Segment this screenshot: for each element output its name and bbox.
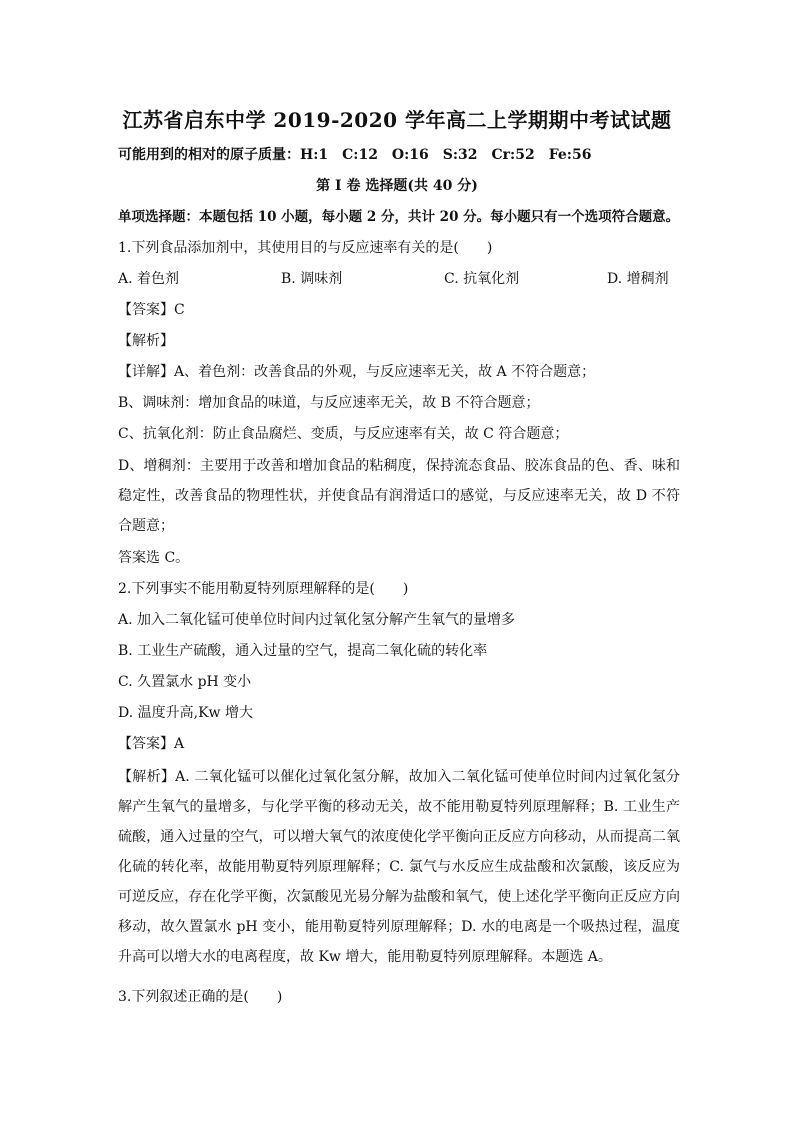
q1-detail-d: D、增稠剂：主要用于改善和增加食品的粘稠度，保持流态食品、胶冻食品的色、香、味和稳定性，改善食品的物理性状，并使食品有润滑适口的感觉，与反应速率无关，故 D 不符合题意； (118, 458, 680, 534)
q1-option-c: C. 抗氧化剂 (444, 271, 520, 287)
q2-stem: 2.下列事实不能用勒夏特列原理解释的是( ) (118, 581, 409, 597)
q1-option-a: A. 着色剂 (118, 271, 180, 287)
q1-detail-b: B、调味剂：增加食品的味道，与反应速率无关，故 B 不符合题意； (118, 395, 540, 411)
q1-conclusion: 答案选 C。 (118, 550, 190, 566)
q1-option-d: D. 增稠剂 (607, 271, 669, 287)
q2-analysis: 【解析】A. 二氧化锰可以催化过氧化氢分解，故加入二氧化锰可使单位时间内过氧化氢分解产生氧气的量增多，与化学平衡的移动无关，故不能用勒夏特列原理解释；B. 工业生产硫酸，通入过量的空气，可以增大氧气的浓度使化学平衡向正反应方向移动，从而提高二氧化硫的转化率，故能用勒夏特列原理解释；C. 氯气与水反应生成盐酸和次氯酸，该反应为可逆反应，存在化学平衡，次氯酸见光易分解为盐酸和氧气，使上述化学平衡向正反应方向移动，故久置氯水 pH 变小，能用勒夏特列原理解释；D. 水的电离是一个吸热过程，温度升高可以增大水的电离程度，故 Kw 增大，能用勒夏特列原理解释。本题选 A。 (118, 769, 680, 965)
q1-analysis-label: 【解析】 (118, 333, 174, 349)
section-title: 第 I 卷 选择题(共 40 分) (316, 178, 478, 194)
q1-stem: 1.下列食品添加剂中，其使用目的与反应速率有关的是( ) (118, 240, 493, 256)
atomic-mass-note: 可能用到的相对的原子质量：H:1 C:12 O:16 S:32 Cr:52 Fe:56 (118, 147, 592, 163)
section-instruction: 单项选择题：本题包括 10 小题，每小题 2 分，共计 20 分。每小题只有一个选项符合题意。 (118, 209, 680, 225)
q2-answer: 【答案】A (118, 736, 185, 752)
q1-detail-a: 【详解】A、着色剂：改善食品的外观，与反应速率无关，故 A 不符合题意； (118, 364, 596, 380)
q1-answer: 【答案】C (118, 302, 185, 318)
q1-option-b: B. 调味剂 (281, 271, 343, 287)
page-title: 江苏省启东中学 2019-2020 学年高二上学期期中考试试题 (122, 108, 672, 132)
q2-option-a: A. 加入二氧化锰可使单位时间内过氧化氢分解产生氧气的量增多 (118, 612, 516, 628)
q2-option-b: B. 工业生产硫酸，通入过量的空气，提高二氧化硫的转化率 (118, 643, 488, 659)
q3-stem: 3.下列叙述正确的是( ) (118, 989, 283, 1005)
q1-detail-c: C、抗氧化剂：防止食品腐烂、变质，与反应速率有关，故 C 符合题意； (118, 426, 569, 442)
q2-option-c: C. 久置氯水 pH 变小 (118, 674, 252, 690)
q2-option-d: D. 温度升高,Kw 增大 (118, 705, 253, 721)
